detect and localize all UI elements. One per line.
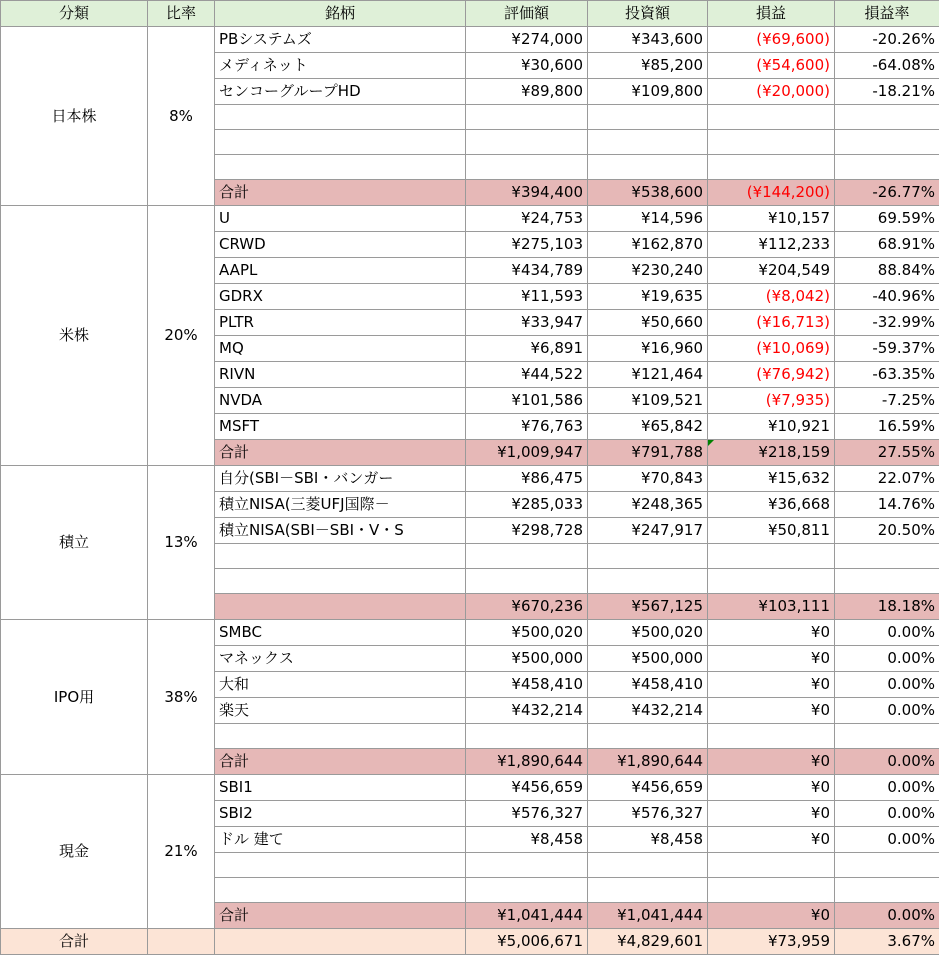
ratio-cell[interactable]: 38%: [148, 620, 215, 775]
invest-cell[interactable]: ¥8,458: [588, 827, 708, 853]
value-cell[interactable]: [466, 105, 588, 130]
ratio-cell[interactable]: 21%: [148, 775, 215, 929]
rate-cell[interactable]: [835, 724, 939, 749]
header-row: [1, 1, 939, 27]
value-cell[interactable]: [466, 569, 588, 594]
rate-cell[interactable]: 0.00%: [835, 620, 939, 646]
rate-cell[interactable]: -63.35%: [835, 362, 939, 388]
table-body: [1, 27, 939, 955]
category-cell[interactable]: 米株: [1, 206, 148, 466]
stock-name-cell[interactable]: [215, 130, 466, 155]
subtotal-label[interactable]: 合計: [215, 903, 466, 929]
pl-cell[interactable]: [708, 878, 835, 903]
pl-cell[interactable]: (¥8,042): [708, 284, 835, 310]
subtotal-label[interactable]: 合計: [215, 440, 466, 466]
stock-name-cell[interactable]: MSFT: [215, 414, 466, 440]
value-cell[interactable]: ¥86,475: [466, 466, 588, 492]
stock-name-cell[interactable]: NVDA: [215, 388, 466, 414]
subtotal-pl-text: (¥144,200): [746, 183, 830, 201]
rate-cell[interactable]: 14.76%: [835, 492, 939, 518]
table-row: [1, 27, 939, 53]
grand-total-value[interactable]: ¥5,006,671: [466, 929, 588, 955]
subtotal-rate[interactable]: 18.18%: [835, 594, 939, 620]
pl-cell[interactable]: ¥15,632: [708, 466, 835, 492]
pl-cell[interactable]: ¥0: [708, 672, 835, 698]
category-cell[interactable]: 現金: [1, 775, 148, 929]
stock-name-cell[interactable]: [215, 878, 466, 903]
invest-cell[interactable]: ¥109,521: [588, 388, 708, 414]
stock-name-cell[interactable]: SMBC: [215, 620, 466, 646]
category-cell[interactable]: IPO用: [1, 620, 148, 775]
invest-cell[interactable]: [588, 724, 708, 749]
subtotal-invest[interactable]: ¥538,600: [588, 180, 708, 206]
stock-name-cell[interactable]: 積立NISA(SBI－SBI・V・S: [215, 518, 466, 544]
invest-cell[interactable]: ¥458,410: [588, 672, 708, 698]
stock-name-cell[interactable]: メディネット: [215, 53, 466, 79]
pl-cell[interactable]: (¥54,600): [708, 53, 835, 79]
value-cell[interactable]: ¥458,410: [466, 672, 588, 698]
subtotal-pl[interactable]: [708, 180, 835, 206]
pl-cell[interactable]: [708, 130, 835, 155]
pl-cell[interactable]: ¥0: [708, 827, 835, 853]
pl-cell[interactable]: ¥0: [708, 801, 835, 827]
invest-cell[interactable]: ¥248,365: [588, 492, 708, 518]
rate-cell[interactable]: 88.84%: [835, 258, 939, 284]
invest-cell[interactable]: ¥500,020: [588, 620, 708, 646]
subtotal-label[interactable]: 合計: [215, 749, 466, 775]
invest-cell[interactable]: ¥19,635: [588, 284, 708, 310]
stock-name-cell[interactable]: [215, 724, 466, 749]
subtotal-rate[interactable]: 0.00%: [835, 903, 939, 929]
invest-cell[interactable]: ¥14,596: [588, 206, 708, 232]
pl-cell[interactable]: (¥76,942): [708, 362, 835, 388]
subtotal-value[interactable]: ¥1,009,947: [466, 440, 588, 466]
rate-cell[interactable]: 22.07%: [835, 466, 939, 492]
value-cell[interactable]: ¥24,753: [466, 206, 588, 232]
stock-name-cell[interactable]: 大和: [215, 672, 466, 698]
pl-cell[interactable]: [708, 155, 835, 180]
pl-cell[interactable]: ¥10,921: [708, 414, 835, 440]
value-cell[interactable]: ¥500,020: [466, 620, 588, 646]
header-name[interactable]: 銘柄: [215, 1, 466, 27]
pl-cell[interactable]: ¥204,549: [708, 258, 835, 284]
header-ratio[interactable]: 比率: [148, 1, 215, 27]
rate-cell[interactable]: -20.26%: [835, 27, 939, 53]
stock-name-cell[interactable]: [215, 544, 466, 569]
pl-cell[interactable]: ¥36,668: [708, 492, 835, 518]
rate-cell[interactable]: 68.91%: [835, 232, 939, 258]
stock-name-cell[interactable]: MQ: [215, 336, 466, 362]
stock-name-cell[interactable]: GDRX: [215, 284, 466, 310]
pl-cell[interactable]: [708, 105, 835, 130]
pl-cell[interactable]: (¥16,713): [708, 310, 835, 336]
subtotal-value[interactable]: ¥394,400: [466, 180, 588, 206]
stock-name-cell[interactable]: ドル 建て: [215, 827, 466, 853]
rate-cell[interactable]: [835, 569, 939, 594]
value-cell[interactable]: [466, 130, 588, 155]
stock-name-cell[interactable]: PLTR: [215, 310, 466, 336]
invest-cell[interactable]: ¥500,000: [588, 646, 708, 672]
grand-total-invest[interactable]: ¥4,829,601: [588, 929, 708, 955]
stock-name-cell[interactable]: [215, 105, 466, 130]
invest-cell[interactable]: [588, 130, 708, 155]
pl-cell[interactable]: (¥7,935): [708, 388, 835, 414]
rate-cell[interactable]: [835, 130, 939, 155]
pl-cell[interactable]: [708, 853, 835, 878]
pl-cell[interactable]: [708, 544, 835, 569]
pl-cell[interactable]: ¥0: [708, 698, 835, 724]
stock-name-cell[interactable]: センコーグループHD: [215, 79, 466, 105]
value-cell[interactable]: ¥33,947: [466, 310, 588, 336]
rate-cell[interactable]: -59.37%: [835, 336, 939, 362]
category-cell[interactable]: 積立: [1, 466, 148, 620]
value-cell[interactable]: [466, 155, 588, 180]
pl-cell[interactable]: [708, 569, 835, 594]
grand-total-pl[interactable]: ¥73,959: [708, 929, 835, 955]
value-cell[interactable]: [466, 853, 588, 878]
grand-total-rate[interactable]: 3.67%: [835, 929, 939, 955]
value-cell[interactable]: ¥44,522: [466, 362, 588, 388]
invest-cell[interactable]: ¥576,327: [588, 801, 708, 827]
rate-cell[interactable]: [835, 853, 939, 878]
ratio-cell[interactable]: 20%: [148, 206, 215, 466]
comment-indicator-icon: [708, 440, 714, 446]
pl-cell[interactable]: ¥0: [708, 775, 835, 801]
invest-cell[interactable]: [588, 544, 708, 569]
table-row: [1, 206, 939, 232]
grand-total-row: [1, 929, 939, 955]
value-cell[interactable]: ¥456,659: [466, 775, 588, 801]
subtotal-invest[interactable]: ¥567,125: [588, 594, 708, 620]
value-cell[interactable]: ¥76,763: [466, 414, 588, 440]
header-invest[interactable]: 投資額: [588, 1, 708, 27]
stock-name-cell[interactable]: RIVN: [215, 362, 466, 388]
rate-cell[interactable]: 0.00%: [835, 698, 939, 724]
subtotal-label[interactable]: 合計: [215, 180, 466, 206]
invest-cell[interactable]: ¥162,870: [588, 232, 708, 258]
grand-total-ratio[interactable]: [148, 929, 215, 955]
subtotal-rate[interactable]: -26.77%: [835, 180, 939, 206]
stock-name-cell[interactable]: CRWD: [215, 232, 466, 258]
subtotal-pl[interactable]: [708, 749, 835, 775]
value-cell[interactable]: ¥274,000: [466, 27, 588, 53]
rate-cell[interactable]: -40.96%: [835, 284, 939, 310]
pl-cell[interactable]: [708, 724, 835, 749]
invest-cell[interactable]: [588, 155, 708, 180]
rate-cell[interactable]: -18.21%: [835, 79, 939, 105]
subtotal-label[interactable]: [215, 594, 466, 620]
subtotal-value[interactable]: ¥1,041,444: [466, 903, 588, 929]
subtotal-pl[interactable]: [708, 903, 835, 929]
subtotal-value[interactable]: ¥670,236: [466, 594, 588, 620]
value-cell[interactable]: ¥576,327: [466, 801, 588, 827]
invest-cell[interactable]: ¥70,843: [588, 466, 708, 492]
invest-cell[interactable]: ¥85,200: [588, 53, 708, 79]
invest-cell[interactable]: ¥456,659: [588, 775, 708, 801]
rate-cell[interactable]: [835, 105, 939, 130]
pl-cell[interactable]: (¥10,069): [708, 336, 835, 362]
rate-cell[interactable]: [835, 878, 939, 903]
stock-name-cell[interactable]: SBI2: [215, 801, 466, 827]
header-value[interactable]: 評価額: [466, 1, 588, 27]
invest-cell[interactable]: ¥109,800: [588, 79, 708, 105]
invest-cell[interactable]: ¥230,240: [588, 258, 708, 284]
invest-cell[interactable]: ¥121,464: [588, 362, 708, 388]
invest-cell[interactable]: ¥65,842: [588, 414, 708, 440]
value-cell[interactable]: ¥500,000: [466, 646, 588, 672]
invest-cell[interactable]: [588, 569, 708, 594]
pl-cell[interactable]: (¥69,600): [708, 27, 835, 53]
header-pl[interactable]: 損益: [708, 1, 835, 27]
table-row: [1, 620, 939, 646]
pl-cell[interactable]: ¥0: [708, 646, 835, 672]
value-cell[interactable]: ¥11,593: [466, 284, 588, 310]
value-cell[interactable]: ¥285,033: [466, 492, 588, 518]
value-cell[interactable]: ¥30,600: [466, 53, 588, 79]
invest-cell[interactable]: ¥432,214: [588, 698, 708, 724]
rate-cell[interactable]: 0.00%: [835, 827, 939, 853]
invest-cell[interactable]: ¥247,917: [588, 518, 708, 544]
subtotal-invest[interactable]: ¥1,890,644: [588, 749, 708, 775]
grand-total-name[interactable]: [215, 929, 466, 955]
stock-name-cell[interactable]: [215, 155, 466, 180]
ratio-cell[interactable]: 13%: [148, 466, 215, 620]
rate-cell[interactable]: 20.50%: [835, 518, 939, 544]
subtotal-pl-text: ¥103,111: [758, 597, 830, 615]
table-row: [1, 775, 939, 801]
rate-cell[interactable]: 0.00%: [835, 775, 939, 801]
rate-cell[interactable]: [835, 155, 939, 180]
value-cell[interactable]: ¥6,891: [466, 336, 588, 362]
subtotal-pl[interactable]: [708, 440, 835, 466]
rate-cell[interactable]: -32.99%: [835, 310, 939, 336]
stock-name-cell[interactable]: [215, 853, 466, 878]
rate-cell[interactable]: -7.25%: [835, 388, 939, 414]
invest-cell[interactable]: [588, 105, 708, 130]
pl-cell[interactable]: ¥112,233: [708, 232, 835, 258]
rate-cell[interactable]: 69.59%: [835, 206, 939, 232]
subtotal-pl[interactable]: [708, 594, 835, 620]
value-cell[interactable]: ¥89,800: [466, 79, 588, 105]
invest-cell[interactable]: [588, 878, 708, 903]
value-cell[interactable]: [466, 544, 588, 569]
value-cell[interactable]: [466, 878, 588, 903]
invest-cell[interactable]: [588, 853, 708, 878]
subtotal-value[interactable]: ¥1,890,644: [466, 749, 588, 775]
stock-name-cell[interactable]: AAPL: [215, 258, 466, 284]
grand-total-label[interactable]: 合計: [1, 929, 148, 955]
stock-name-cell[interactable]: SBI1: [215, 775, 466, 801]
pl-cell[interactable]: ¥10,157: [708, 206, 835, 232]
header-rate[interactable]: 損益率: [835, 1, 939, 27]
value-cell[interactable]: ¥101,586: [466, 388, 588, 414]
stock-name-cell[interactable]: [215, 569, 466, 594]
category-cell[interactable]: 日本株: [1, 27, 148, 206]
subtotal-pl-text: ¥0: [810, 752, 830, 770]
value-cell[interactable]: ¥8,458: [466, 827, 588, 853]
subtotal-invest[interactable]: ¥791,788: [588, 440, 708, 466]
subtotal-invest[interactable]: ¥1,041,444: [588, 903, 708, 929]
stock-name-cell[interactable]: PBシステムズ: [215, 27, 466, 53]
invest-cell[interactable]: ¥50,660: [588, 310, 708, 336]
ratio-cell[interactable]: 8%: [148, 27, 215, 206]
table-row: [1, 466, 939, 492]
value-cell[interactable]: ¥275,103: [466, 232, 588, 258]
rate-cell[interactable]: 16.59%: [835, 414, 939, 440]
invest-cell[interactable]: ¥343,600: [588, 27, 708, 53]
invest-cell[interactable]: ¥16,960: [588, 336, 708, 362]
pl-cell[interactable]: ¥50,811: [708, 518, 835, 544]
header-category[interactable]: 分類: [1, 1, 148, 27]
rate-cell[interactable]: -64.08%: [835, 53, 939, 79]
pl-cell[interactable]: ¥0: [708, 620, 835, 646]
rate-cell[interactable]: 0.00%: [835, 646, 939, 672]
rate-cell[interactable]: 0.00%: [835, 672, 939, 698]
value-cell[interactable]: ¥298,728: [466, 518, 588, 544]
stock-name-cell[interactable]: マネックス: [215, 646, 466, 672]
subtotal-rate[interactable]: 0.00%: [835, 749, 939, 775]
value-cell[interactable]: [466, 724, 588, 749]
subtotal-pl-text: ¥218,159: [758, 443, 830, 461]
stock-name-cell[interactable]: U: [215, 206, 466, 232]
stock-name-cell[interactable]: 楽天: [215, 698, 466, 724]
value-cell[interactable]: ¥432,214: [466, 698, 588, 724]
rate-cell[interactable]: [835, 544, 939, 569]
rate-cell[interactable]: 0.00%: [835, 801, 939, 827]
subtotal-rate[interactable]: 27.55%: [835, 440, 939, 466]
pl-cell[interactable]: (¥20,000): [708, 79, 835, 105]
value-cell[interactable]: ¥434,789: [466, 258, 588, 284]
stock-name-cell[interactable]: 自分(SBI－SBI・バンガー: [215, 466, 466, 492]
stock-name-cell[interactable]: 積立NISA(三菱UFJ国際－: [215, 492, 466, 518]
subtotal-pl-text: ¥0: [810, 906, 830, 924]
